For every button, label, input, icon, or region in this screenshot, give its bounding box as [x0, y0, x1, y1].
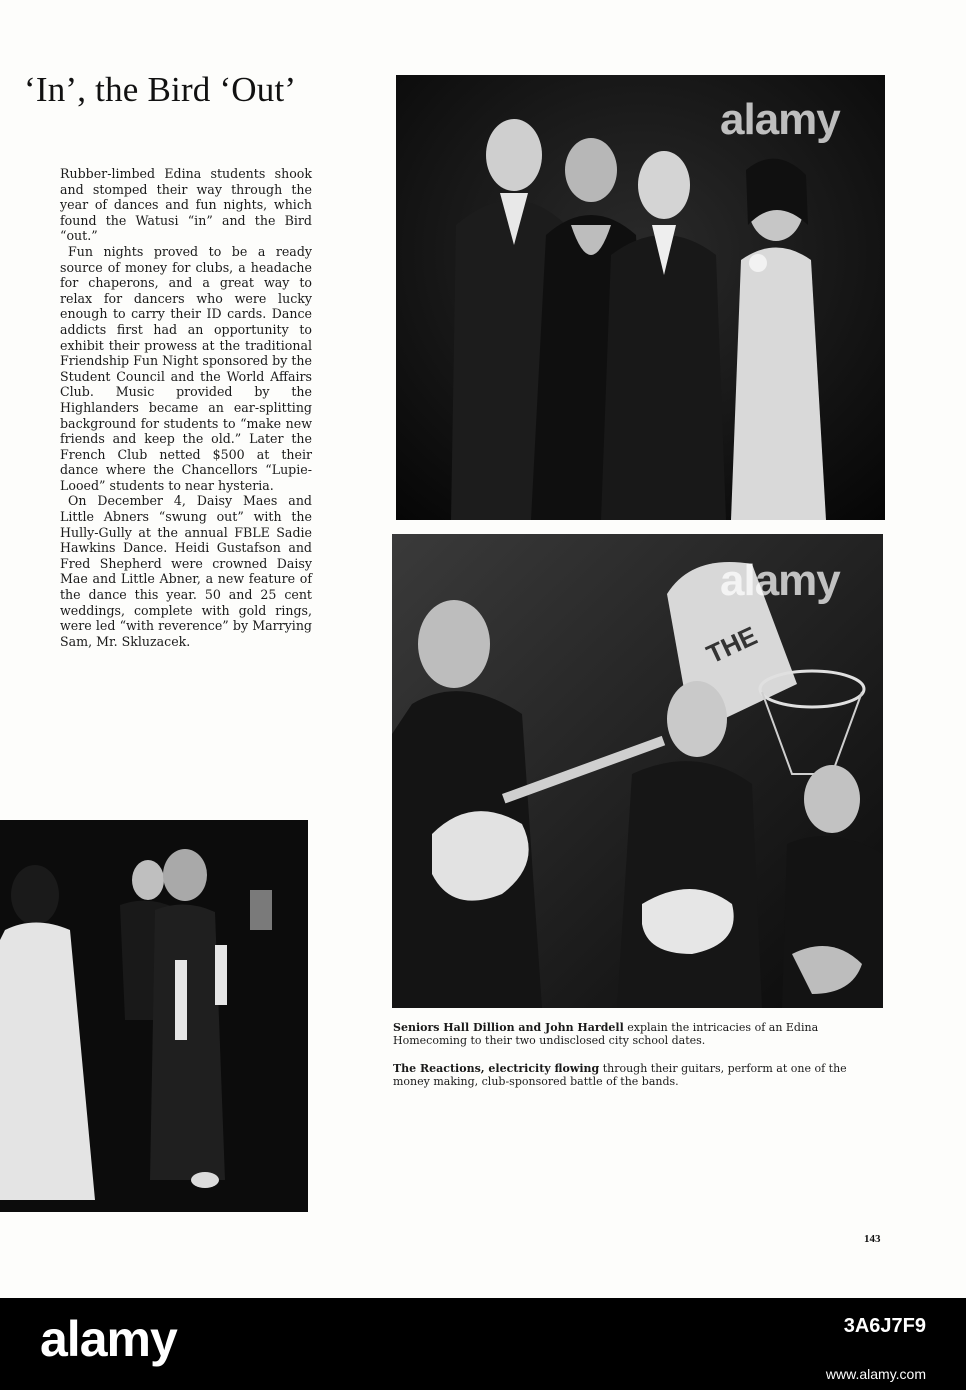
- svg-text:THE: THE: [701, 620, 762, 670]
- caption-lead: Seniors Hall Dillion and John Hardell: [393, 1021, 624, 1034]
- article-paragraph-1: Rubber-limbed Edina students shook and stomped their way through the year of dances and fun nights, which found the Watusi “in” and the Bird “out.”: [60, 166, 312, 244]
- page-number: 143: [864, 1233, 881, 1245]
- band-photo: [392, 534, 883, 1008]
- watermark-text: alamy: [720, 95, 840, 144]
- article-body: [60, 166, 312, 649]
- article-paragraph-3: On December 4, Daisy Maes and Little Abners “swung out” with the Hully-Gully at the annual FBLE Sadie Hawkins Dance. Heidi Gustafson and Fred Shepherd were crowned Daisy Mae and Little Abner, a new feature of the dance this year. 50 and 25 cent weddings, complete with gold rings, were led “with reverence” by Marrying Sam, Mr. Skluzacek.: [60, 493, 312, 649]
- footer-url[interactable]: www.alamy.com: [825, 1366, 926, 1382]
- caption-band: [393, 1062, 883, 1088]
- caption-text: explain the intricacies of an Edina Homecoming to their two undisclosed city school dates.: [393, 1021, 819, 1047]
- caption-lead: The Reactions, electricity flowing: [393, 1062, 600, 1075]
- homecoming-dates-photo: [396, 75, 885, 520]
- watermark-text: alamy: [720, 556, 840, 605]
- image-id: 3A6J7F9: [843, 1315, 926, 1337]
- article-paragraph-2: Fun nights proved to be a ready source of money for clubs, a headache for chaperons, and a great way to relax for dancers who were lucky enough to carry their ID cards. Dance addicts first had an opportunity to exhibit their prowess at the traditional Friendship Fun Night sponsored by the Student Council and the World Affairs Club. Music provided by the Highlanders became an ear-splitting background for students to “make new friends and keep the old.” Later the French Club netted $500 at their dance where the Chancellors “Lupie-Looed” students to near hysteria.: [60, 243, 312, 493]
- alamy-logo: alamy: [40, 1311, 177, 1367]
- dancers-photo: [0, 820, 308, 1212]
- caption-text: through their guitars, perform at one of the money making, club-sponsored battle of the bands.: [393, 1062, 847, 1088]
- caption-homecoming: [393, 1021, 883, 1047]
- article-title: ‘In’, the Bird ‘Out’: [24, 70, 297, 109]
